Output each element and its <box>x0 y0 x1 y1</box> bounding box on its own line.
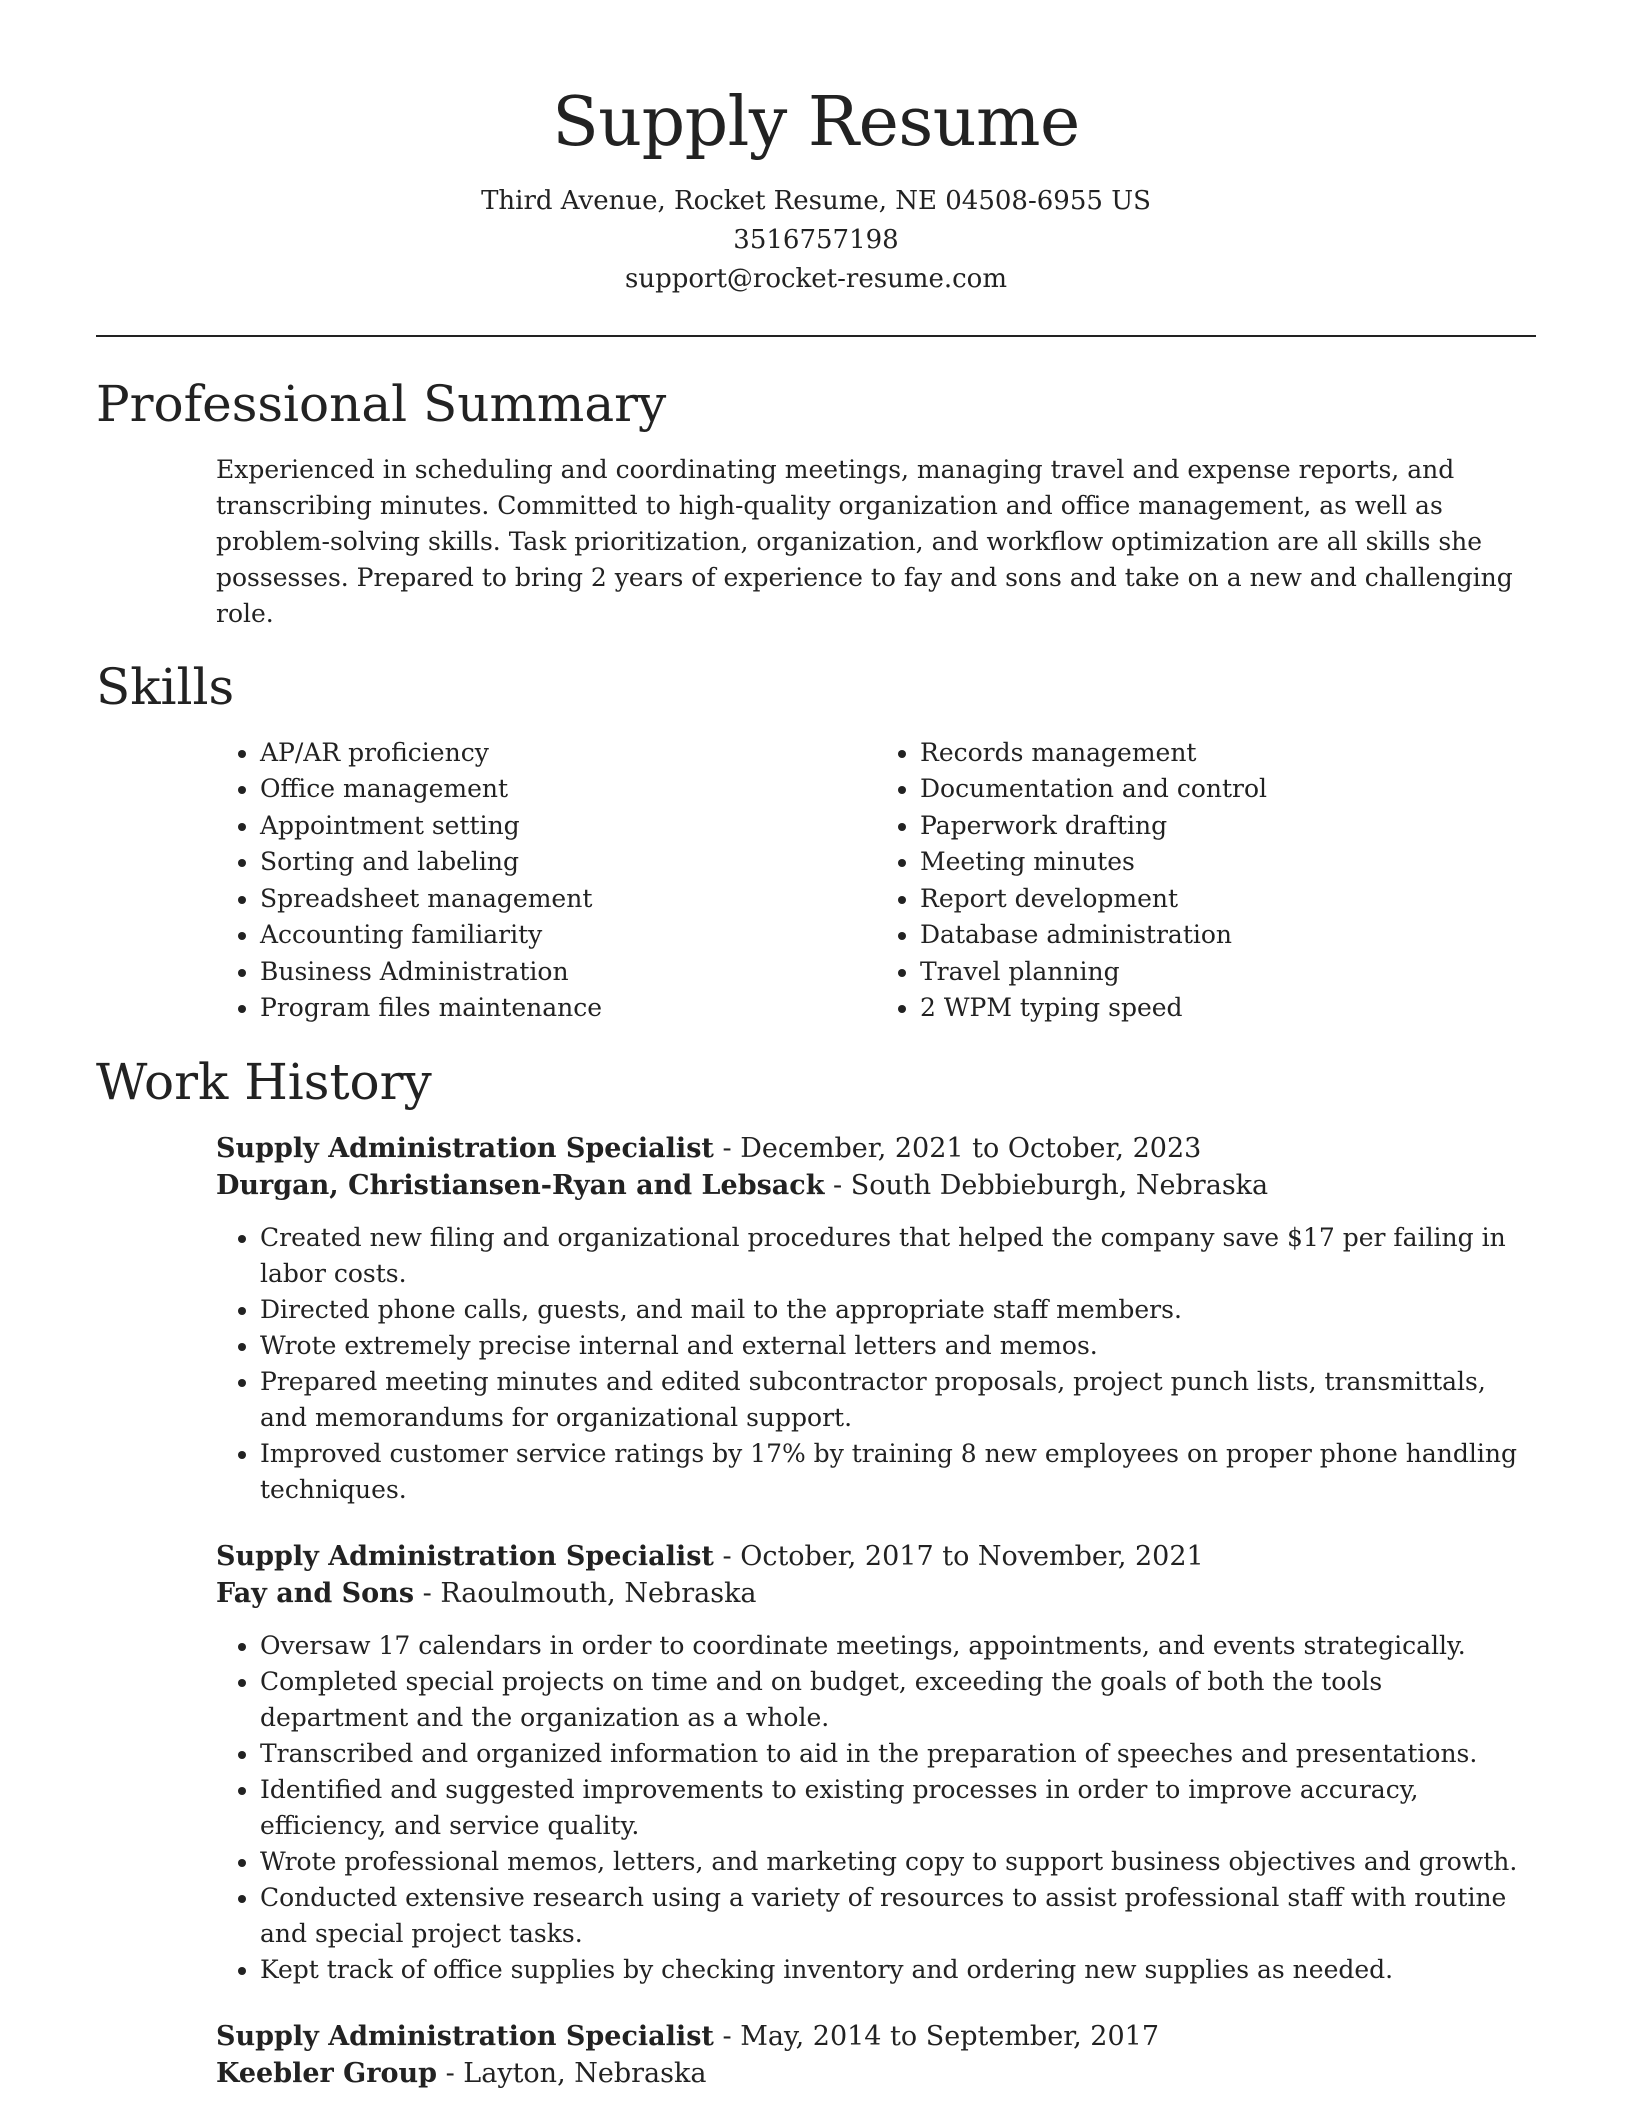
job-bullet: • Oversaw 17 calendars in order to coordinate meetings, appointments, and events strategically. <box>260 1628 1536 1664</box>
work-history-title: Work History <box>96 1052 432 1111</box>
skill-item: • Documentation and control <box>920 771 1536 808</box>
job-separator: - <box>722 1132 741 1164</box>
job-separator: - <box>422 1577 441 1609</box>
job-dates: December, 2021 to October, 2023 <box>740 1132 1202 1164</box>
job-bullet: • Conducted extensive research using a variety of resources to assist professional staff with routine and special project tasks. <box>260 1880 1536 1952</box>
job-location: South Debbieburgh, Nebraska <box>850 1169 1269 1201</box>
candidate-name: Supply Resume <box>552 83 1080 162</box>
skill-item: • 2 WPM typing speed <box>920 990 1536 1027</box>
job-separator: - <box>833 1169 851 1201</box>
job-role: Supply Administration Specialist <box>216 1540 714 1572</box>
skill-item: • Accounting familiarity <box>260 917 876 954</box>
job-entry <box>216 1538 1536 1988</box>
job-bullet: • Wrote professional memos, letters, and marketing copy to support business objectives and growth. <box>260 1844 1536 1880</box>
job-company-line <box>216 2055 1536 2092</box>
job-bullet: • Wrote extremely precise internal and external letters and memos. <box>260 1328 1536 1364</box>
job-dates: May, 2014 to September, 2017 <box>740 2020 1160 2052</box>
skill-item: • Program files maintenance <box>260 990 876 1027</box>
job-bullet: • Created new filing and organizational procedures that helped the company save $17 per failing in labor costs. <box>260 1220 1536 1292</box>
job-title-line <box>216 1538 1536 1575</box>
contact-email: support@rocket-resume.com <box>624 263 1007 294</box>
job-entry <box>216 2018 1536 2092</box>
job-entry <box>216 1130 1536 1508</box>
job-dates: October, 2017 to November, 2021 <box>740 1540 1204 1572</box>
skill-item: • Records management <box>920 735 1536 772</box>
summary-section <box>96 374 1536 632</box>
job-bullet: • Improved customer service ratings by 17% by training 8 new employees on proper phone handling techniques. <box>260 1436 1536 1508</box>
job-company-line <box>216 1575 1536 1612</box>
job-title-line <box>216 1130 1536 1167</box>
skill-item: • Business Administration <box>260 954 876 991</box>
skills-columns <box>96 735 1536 1027</box>
skill-item: • Appointment setting <box>260 808 876 845</box>
job-company: Durgan, Christiansen-Ryan and Lebsack <box>216 1169 825 1201</box>
job-bullet: • Directed phone calls, guests, and mail to the appropriate staff members. <box>260 1292 1536 1328</box>
job-company: Fay and Sons <box>216 1577 415 1609</box>
job-company: Keebler Group <box>216 2057 437 2089</box>
job-bullet: • Prepared meeting minutes and edited subcontractor proposals, project punch lists, transmittals, and memorandums for organizational support. <box>260 1364 1536 1436</box>
job-location: Layton, Nebraska <box>463 2057 707 2089</box>
job-role: Supply Administration Specialist <box>216 1132 714 1164</box>
job-bullets <box>216 1628 1536 1988</box>
job-bullets <box>216 1220 1536 1508</box>
skill-item: • Report development <box>920 881 1536 918</box>
job-separator: - <box>722 1540 741 1572</box>
job-separator: - <box>722 2020 741 2052</box>
job-bullet: • Identified and suggested improvements to existing processes in order to improve accuracy, efficiency, and service quality. <box>260 1772 1536 1844</box>
skill-item: • Spreadsheet management <box>260 881 876 918</box>
job-bullet: • Transcribed and organized information to aid in the preparation of speeches and presentations. <box>260 1736 1536 1772</box>
summary-text: Experienced in scheduling and coordinating meetings, managing travel and expense reports, and transcribing minutes. Committed to high-quality organization and office management, as well as problem-solving skills. Task prioritization, organization, and workflow optimization are all skills she possesses. Prepared to bring 2 years of experience to fay and sons and take on a new and challenging role. <box>216 454 1513 628</box>
job-company-line <box>216 1167 1536 1204</box>
summary-title: Professional Summary <box>96 374 667 433</box>
job-separator: - <box>445 2057 464 2089</box>
contact-phone: 3516757198 <box>733 224 899 255</box>
summary-body <box>96 452 1536 632</box>
job-location: Raoulmouth, Nebraska <box>440 1577 757 1609</box>
job-bullet: • Completed special projects on time and on budget, exceeding the goals of both the tools department and the organization as a whole. <box>260 1664 1536 1736</box>
job-role: Supply Administration Specialist <box>216 2020 714 2052</box>
skills-title: Skills <box>96 657 235 716</box>
skill-item: • Travel planning <box>920 954 1536 991</box>
job-bullet: • Kept track of office supplies by checking inventory and ordering new supplies as needed. <box>260 1952 1536 1988</box>
work-history-section <box>96 1052 1536 2092</box>
skill-item: • Sorting and labeling <box>260 844 876 881</box>
header-divider <box>96 335 1536 337</box>
skill-item: • Meeting minutes <box>920 844 1536 881</box>
resume-header <box>96 0 1536 299</box>
work-history-body <box>96 1130 1536 2092</box>
skills-section <box>96 657 1536 1027</box>
skills-list-left <box>216 735 876 1027</box>
skills-list-right <box>876 735 1536 1027</box>
skill-item: • Database administration <box>920 917 1536 954</box>
contact-address: Third Avenue, Rocket Resume, NE 04508-6955 US <box>481 185 1151 216</box>
skill-item: • Paperwork drafting <box>920 808 1536 845</box>
job-title-line <box>216 2018 1536 2055</box>
skill-item: • AP/AR proficiency <box>260 735 876 772</box>
skill-item: • Office management <box>260 771 876 808</box>
